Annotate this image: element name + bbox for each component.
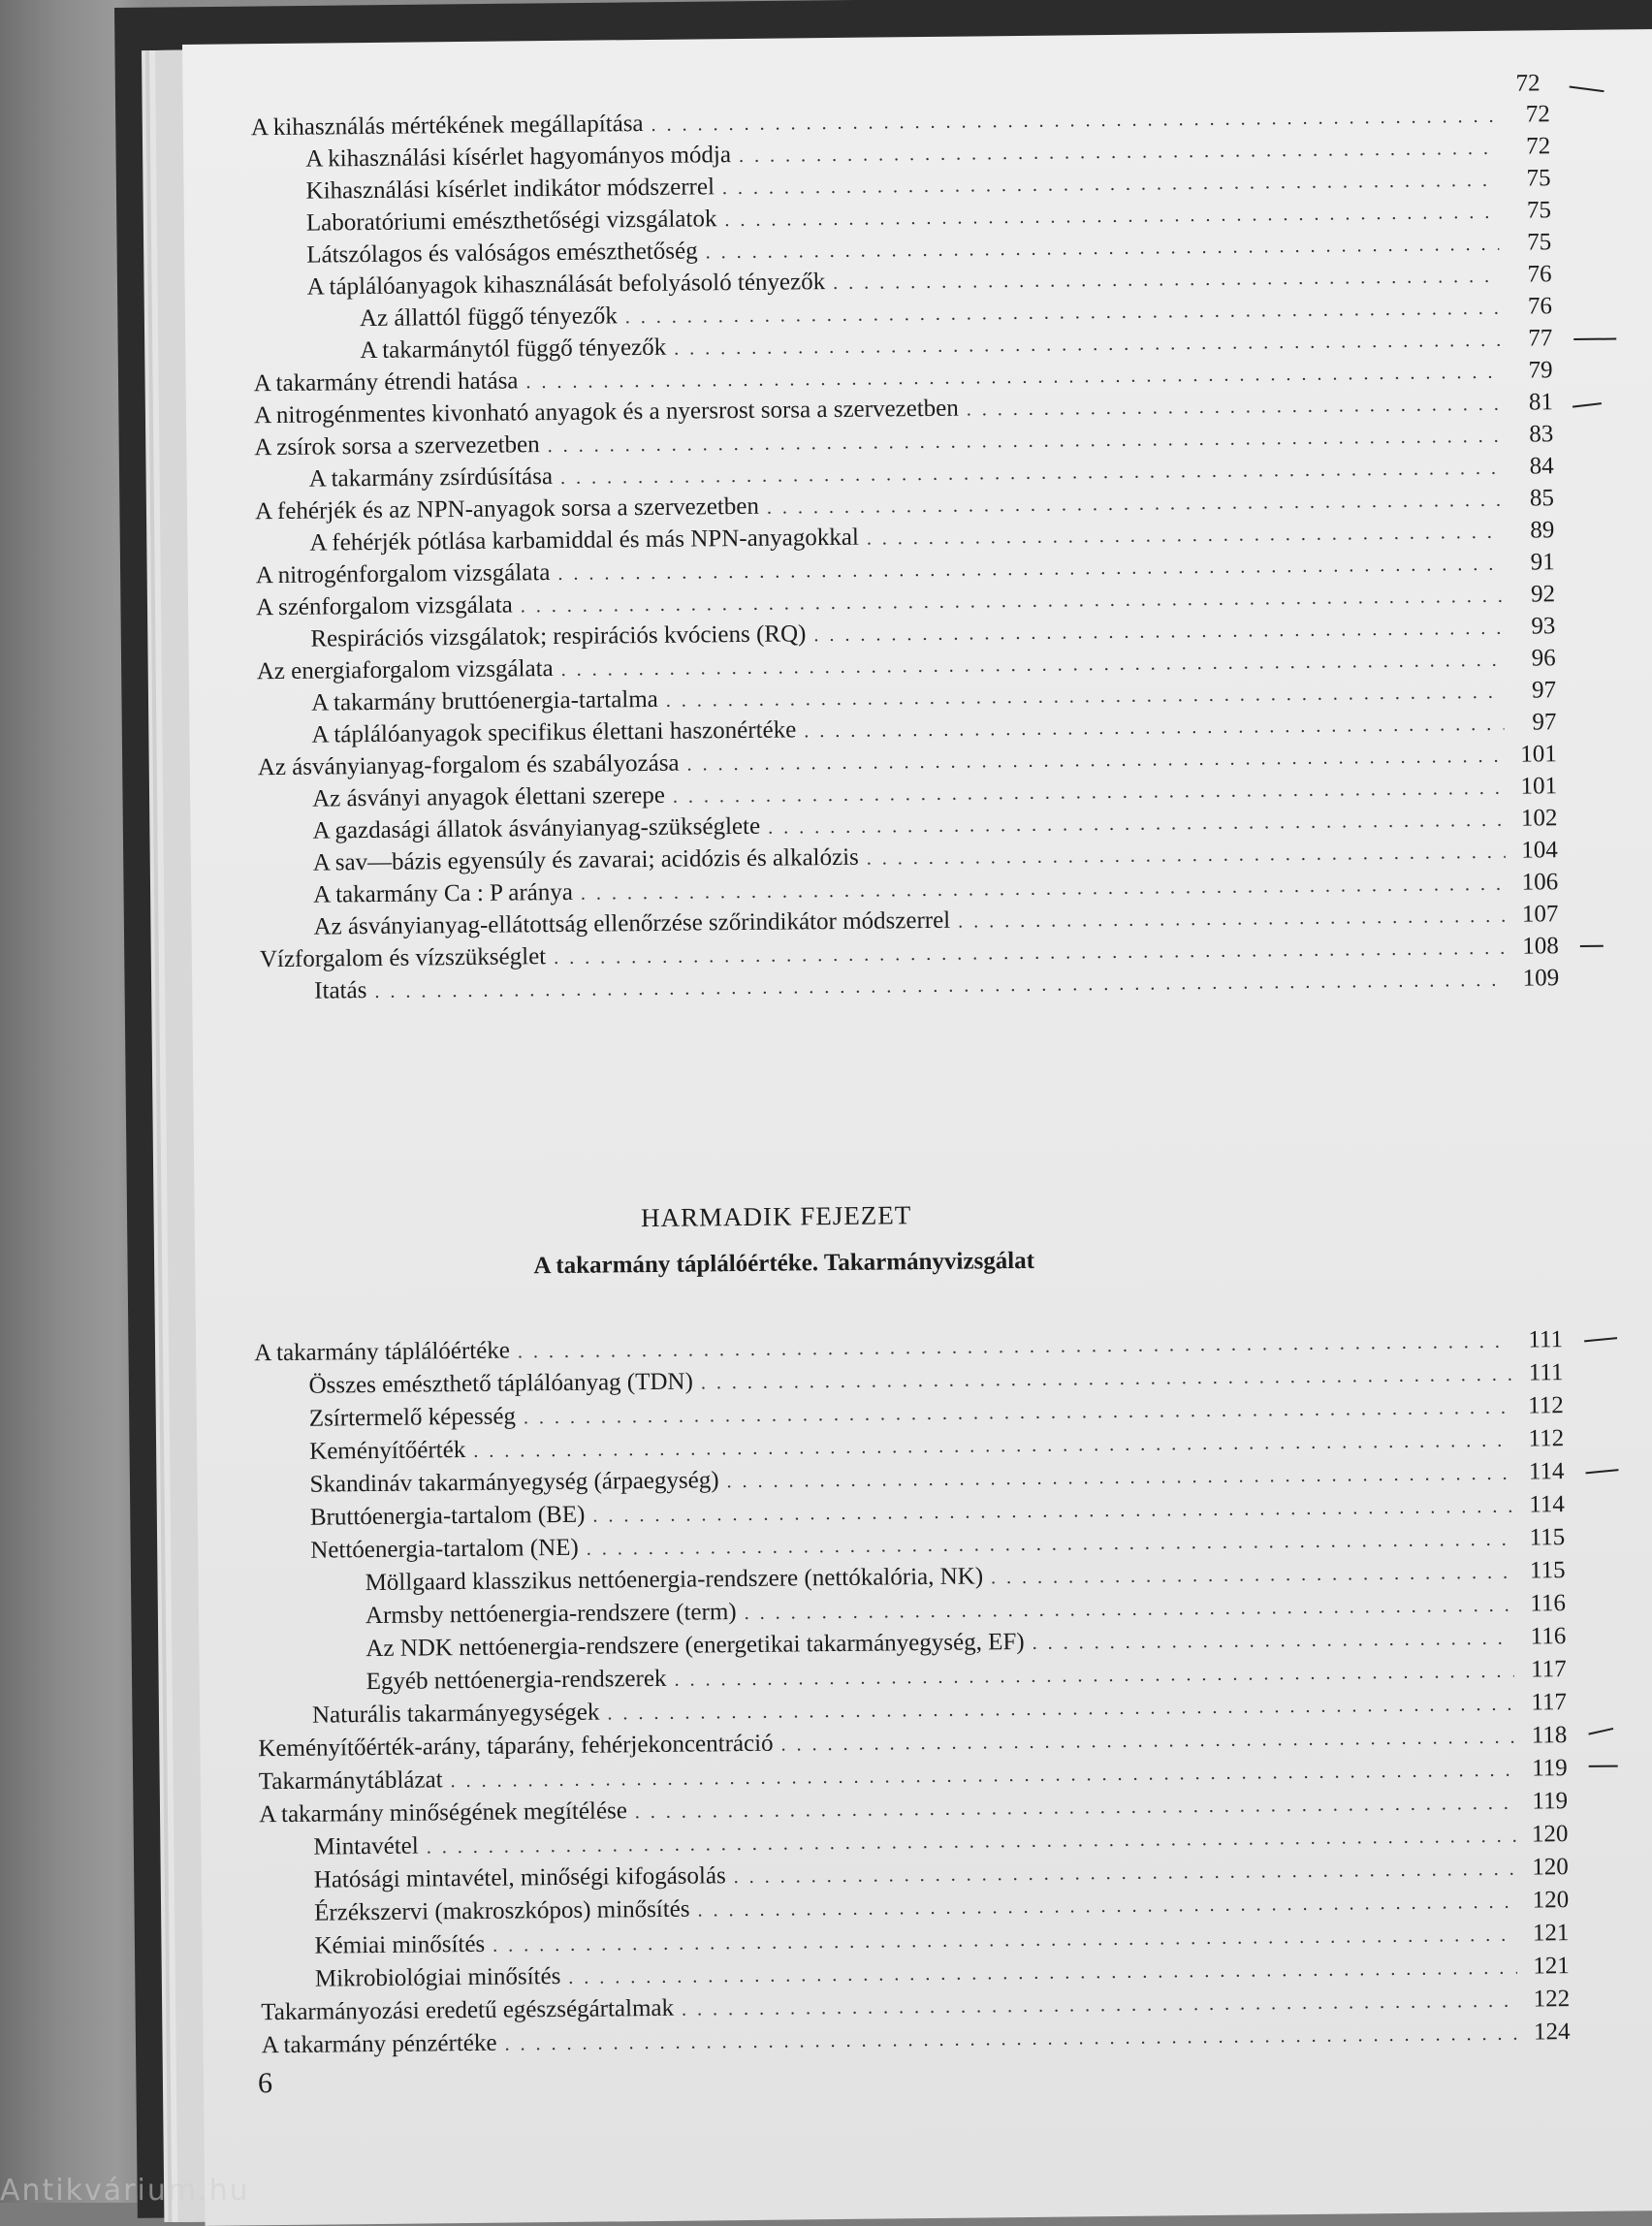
toc-entry-title: Az NDK nettóenergia-rendszere (energetikai takarmányegység, EF) (365, 1628, 1025, 1663)
toc-leader-dots (674, 1657, 1513, 1695)
toc-entry-page: 117 (1531, 1689, 1568, 1716)
toc-entry-page: 85 (1529, 485, 1555, 512)
toc-entry-page: 120 (1532, 1887, 1570, 1914)
toc-entry-page: 107 (1521, 901, 1559, 928)
toc-entry-page: 76 (1527, 293, 1553, 320)
toc-entry-page: 93 (1531, 613, 1556, 640)
toc-entry-page: 121 (1532, 1920, 1570, 1947)
toc-entry-page: 83 (1529, 421, 1554, 448)
toc-leader-dots (867, 518, 1503, 554)
toc-entry-title: A nitrogénforgalom vizsgálata (255, 559, 551, 589)
toc-entry-title: A kihasználás mértékének megállapítása (250, 111, 644, 142)
toc-entry-title: Keményítőérték (309, 1437, 466, 1465)
toc-entry-title: A táplálóanyagok specifikus élettani haszonértéke (311, 716, 797, 748)
toc-entry-title: Az ásványi anyagok élettani szerepe (312, 781, 666, 812)
toc-entry-title: Az állattól függő tényezők (359, 302, 618, 333)
toc-entry-page: 91 (1530, 549, 1555, 576)
toc-leader-dots (958, 902, 1507, 937)
toc-entry-page: 106 (1521, 869, 1559, 896)
toc-entry-page: 115 (1529, 1524, 1566, 1551)
toc-entry-title: A gazdasági állatok ásványianyag-szükséglete (312, 812, 761, 844)
toc-entry-page: 116 (1530, 1590, 1567, 1617)
toc-entry-title: Armsby nettóenergia-rendszere (term) (365, 1599, 737, 1630)
toc-entry-title: Möllgaard klasszikus nettóenergia-rendszere (nettókalória, NK) (365, 1563, 984, 1597)
toc-entry-title: A takarmánytól függő tényezők (360, 334, 667, 365)
toc-entry-title: Takarmányozási eredetű egészségártalmak (261, 1994, 675, 2026)
toc-entry-title: Bruttóenergia-tartalom (BE) (309, 1501, 586, 1531)
toc-entry-title: Látszólagos és valóságos emészthetőség (306, 238, 698, 269)
toc-entry-page: 79 (1528, 357, 1553, 384)
chapter-title: A takarmány táplálóértéke. Takarmányvizsgálat (533, 1247, 1035, 1280)
toc-entry-page: 115 (1529, 1557, 1566, 1584)
toc-entry-page: 117 (1530, 1656, 1567, 1683)
toc-entry-page: 72 (1525, 101, 1550, 128)
toc-entry-page: 76 (1527, 261, 1552, 288)
toc-entry-title: A kihasználási kísérlet hagyományos módja (305, 142, 732, 173)
toc-entry-page: 111 (1528, 1359, 1564, 1386)
toc-entry-title: Skandináv takarmányegység (árpaegység) (309, 1467, 719, 1498)
toc-entry-title: Kihasználási kísérlet indikátor módszerrel (305, 174, 715, 205)
book-page (182, 28, 1652, 2226)
toc-entry-title: Respirációs vizsgálatok; respirációs kvóciens (RQ) (310, 620, 807, 652)
toc-entry-title: Takarmánytáblázat (258, 1766, 443, 1796)
toc-entry-page: 96 (1531, 645, 1556, 672)
toc-leader-dots (734, 1855, 1516, 1892)
toc-entry-page: 112 (1528, 1392, 1564, 1419)
pencil-mark (1580, 945, 1604, 947)
toc-entry-page: 84 (1529, 453, 1554, 480)
toc-leader-dots (504, 2019, 1517, 2059)
toc-entry-title: Kémiai minősítés (314, 1930, 486, 1959)
toc-leader-dots (745, 1591, 1514, 1628)
toc-entry-page: 112 (1528, 1425, 1565, 1452)
toc-leader-dots (701, 1360, 1511, 1398)
toc-entry-title: A táplálóanyagok kihasználását befolyásoló tényezők (306, 269, 826, 301)
watermark: Antikvárium.hu (0, 2174, 250, 2208)
toc-entry-page: 108 (1522, 933, 1559, 960)
toc-entry-page: 124 (1533, 2019, 1571, 2046)
toc-entry-page: 77 (1528, 325, 1553, 352)
toc-leader-dots (991, 1558, 1513, 1593)
pencil-mark (1573, 402, 1602, 407)
toc-entry-page: 75 (1526, 197, 1552, 224)
toc-entry-page: 114 (1528, 1458, 1565, 1485)
toc-leader-dots (813, 614, 1503, 650)
toc-entry-page: 89 (1530, 517, 1555, 544)
toc-leader-dots (726, 1459, 1511, 1496)
toc-entry-title: A takarmány Ca : P aránya (313, 878, 574, 908)
toc-leader-dots (1032, 1624, 1514, 1658)
toc-entry-title: Összes emészthető táplálóanyag (TDN) (308, 1368, 694, 1399)
toc-entry-page: 118 (1531, 1722, 1568, 1749)
toc-entry-page: 120 (1531, 1821, 1569, 1848)
toc-leader-dots (697, 1888, 1516, 1925)
toc-leader-dots (780, 1723, 1514, 1760)
toc-entry-title: Az ásványianyag-ellátottság ellenőrzése szőrindikátor módszerrel (313, 906, 951, 940)
toc-leader-dots (967, 390, 1501, 425)
toc-entry-title: A takarmány zsírdúsítása (308, 463, 554, 493)
toc-entry-title: Hatósági mintavétel, minőségi kifogásolás (313, 1862, 726, 1893)
toc-leader-dots (682, 1987, 1517, 2024)
toc-entry-title: Naturális takarmányegységek (311, 1699, 600, 1729)
toc-entry-title: Az energiaforgalom vizsgálata (256, 655, 554, 685)
toc-entry-page: 81 (1528, 389, 1554, 416)
toc-entry-title: Vízforgalom és vízszükséglet (259, 943, 547, 973)
toc-entry-page: 109 (1522, 965, 1560, 992)
toc-entry-title: A takarmány étrendi hatása (253, 367, 519, 398)
toc-entry-title: A zsírok sorsa a szervezetben (254, 431, 540, 461)
toc-entry-title: A fehérjék pótlása karbamiddal és más NPN-anyagokkal (309, 524, 860, 556)
toc-entry-page: 121 (1533, 1953, 1570, 1980)
pencil-mark (1570, 86, 1604, 93)
toc-leader-dots (804, 710, 1504, 747)
toc-entry-title: Itatás (314, 977, 367, 1004)
toc-entry-page: 114 (1529, 1491, 1565, 1518)
pencil-mark (1589, 1765, 1618, 1767)
toc-entry-page: 119 (1532, 1788, 1569, 1815)
toc-entry-title: A szénforgalom vizsgálata (255, 591, 513, 621)
toc-entry-page: 120 (1532, 1854, 1569, 1881)
toc-entry-title: A nitrogénmentes kivonható anyagok és a nyersrost sorsa a szervezetben (253, 395, 959, 429)
toc-entry-title: A takarmány minőségének megítélése (258, 1797, 627, 1828)
toc-entry-page: 97 (1531, 677, 1557, 704)
toc-entry-page: 75 (1526, 165, 1551, 192)
toc-entry-title: A takarmány táplálóértéke (253, 1337, 511, 1367)
toc-entry-title: A sav—bázis egyensúly és zavarai; acidózis és alkalózis (312, 843, 859, 876)
toc-entry-page: 101 (1520, 741, 1557, 768)
toc-leader-dots (867, 838, 1506, 874)
toc-entry-page: 122 (1533, 1986, 1571, 2013)
top-page-number: 72 (1515, 70, 1541, 97)
toc-entry-title: Zsírtermelő képesség (308, 1403, 517, 1432)
toc-entry-page: 92 (1530, 581, 1556, 608)
toc-entry-page: 102 (1520, 805, 1558, 832)
chapter-label: HARMADIK FEJEZET (640, 1200, 912, 1233)
pencil-mark (1584, 1337, 1617, 1342)
toc-entry-page: 116 (1530, 1623, 1567, 1650)
toc-entry-title: Keményítőérték-arány, táparány, fehérjekoncentráció (258, 1730, 774, 1763)
toc-entry-page: 75 (1527, 229, 1552, 256)
toc-entry-page: 97 (1532, 709, 1557, 736)
toc-entry-title: Laboratóriumi emészthetőségi vizsgálatok (305, 206, 717, 237)
toc-entry-title: A takarmány bruttóenergia-tartalma (310, 685, 658, 716)
toc-entry-title: A fehérjék és az NPN-anyagok sorsa a szervezetben (254, 493, 760, 525)
toc-entry-title: A takarmány pénzértéke (261, 2029, 497, 2059)
toc-entry-title: Nettóenergia-tartalom (NE) (310, 1534, 579, 1564)
toc-entry-title: Egyéb nettóenergia-rendszerek (365, 1665, 667, 1696)
toc-leader-dots (833, 262, 1500, 298)
toc-entry-title: Mikrobiológiai minősítés (314, 1963, 561, 1992)
pencil-mark (1588, 1728, 1613, 1735)
page-folio: 6 (257, 2067, 273, 2100)
toc-entry-page: 72 (1526, 133, 1551, 160)
pencil-mark (1585, 1469, 1618, 1474)
toc-entry-page: 111 (1528, 1326, 1564, 1353)
toc-entry-title: Az ásványianyag-forgalom és szabályozása (257, 749, 680, 781)
toc-entry-title: Érzékszervi (makroszkópos) minősítés (314, 1895, 690, 1926)
toc-entry-page: 101 (1520, 773, 1558, 800)
pencil-mark (1573, 338, 1616, 340)
toc-entry-title: Mintavétel (313, 1832, 419, 1860)
toc-entry-page: 119 (1531, 1755, 1568, 1782)
toc-entry-page: 104 (1521, 837, 1558, 864)
